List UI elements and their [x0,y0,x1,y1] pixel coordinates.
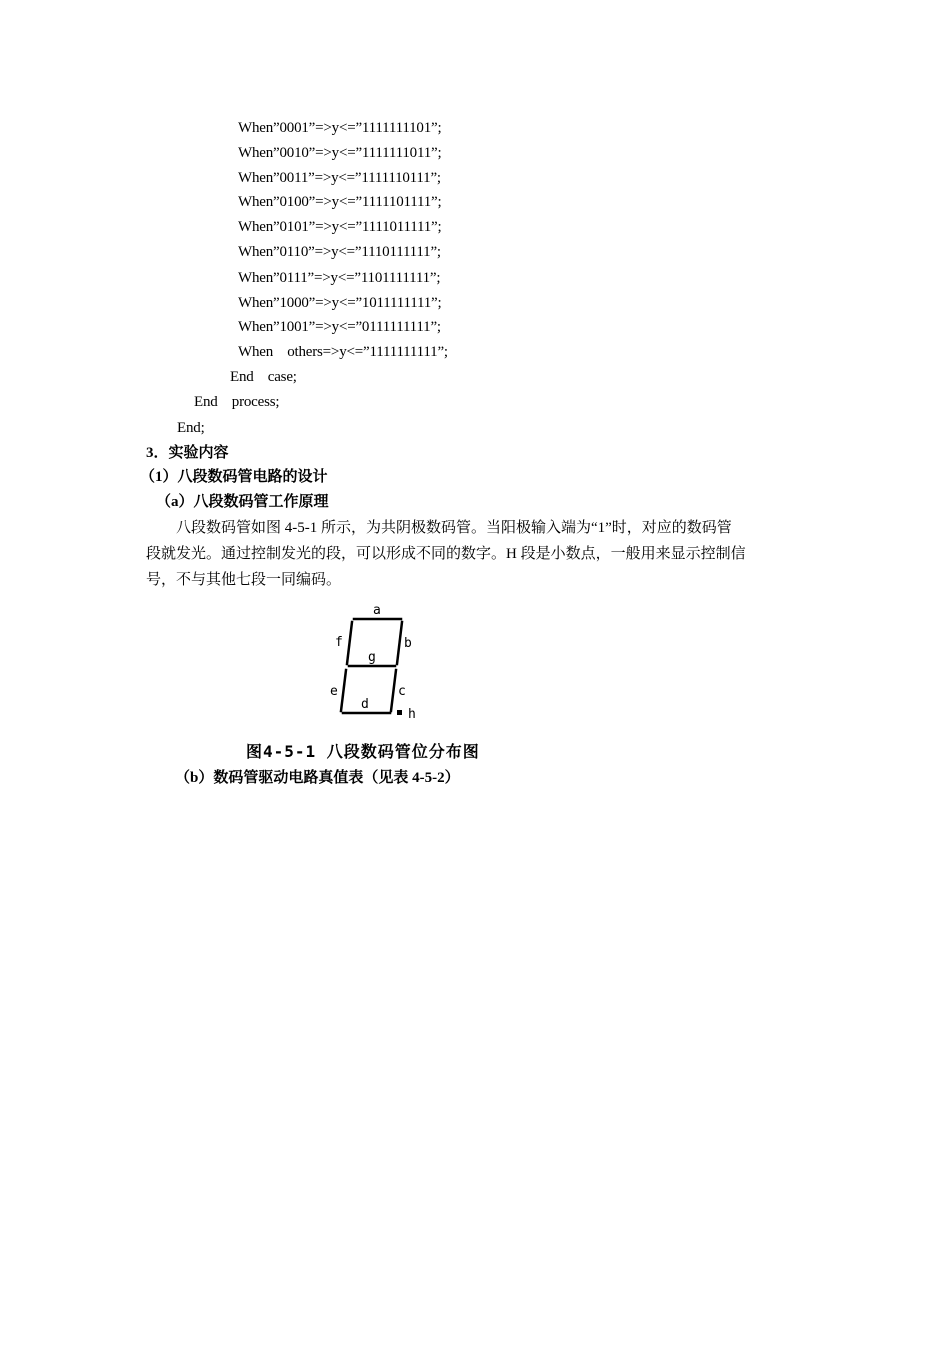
segment-label-a: a [373,603,381,618]
code-line-5: When”0101”=>y<=”1111011111”; [238,219,442,235]
section-title: 3．实验内容 [146,445,229,461]
paragraph-line-1: 八段数码管如图 4-5-1 所示，为共阴极数码管。当阳极输入端为“1”时，对应的数码管 [146,520,732,536]
segment-label-f: f [335,635,343,650]
code-line-8: When”1000”=>y<=”1011111111”; [238,295,442,311]
segment-label-d: d [361,697,369,712]
code-line-1: When”0001”=>y<=”1111111101”; [238,120,442,136]
subsection-1-title: （1）八段数码管电路的设计 [140,469,328,485]
principle-paragraph [146,515,812,593]
segment-label-g: g [368,650,376,665]
segment-label-b: b [404,636,412,651]
code-end: End; [177,420,205,436]
code-end-process: End process; [194,394,280,410]
figure-caption: 图4-5-1 八段数码管位分布图 [246,742,480,761]
subsection-a-title: （a）八段数码管工作原理 [156,494,329,510]
code-line-2: When”0010”=>y<=”1111111011”; [238,145,442,161]
code-line-3: When”0011”=>y<=”1111110111”; [238,170,441,186]
segment-b [397,622,402,664]
segment-label-h: h [408,707,416,722]
code-end-case: End case; [230,369,297,385]
paragraph-line-3: 号，不与其他七段一同编码。 [146,572,342,588]
code-line-4: When”0100”=>y<=”1111101111”; [238,194,442,210]
segment-label-c: c [398,684,406,699]
segment-c [391,670,396,711]
segment-label-e: e [330,684,338,699]
segment-f [347,622,352,664]
segment-h-dot [397,710,402,715]
subsection-b-title: （b）数码管驱动电路真值表（见表 4-5-2） [175,770,460,786]
seven-segment-diagram [326,598,436,726]
paragraph-line-2: 段就发光。通过控制发光的段，可以形成不同的数字。H 段是小数点，一般用来显示控制信 [146,546,746,562]
code-line-6: When”0110”=>y<=”1110111111”; [238,244,441,260]
code-line-7: When”0111”=>y<=”1101111111”; [238,270,441,286]
code-line-9: When”1001”=>y<=”0111111111”; [238,319,441,335]
code-line-10: When others=>y<=”1111111111”; [238,344,448,360]
segment-e [341,670,346,711]
